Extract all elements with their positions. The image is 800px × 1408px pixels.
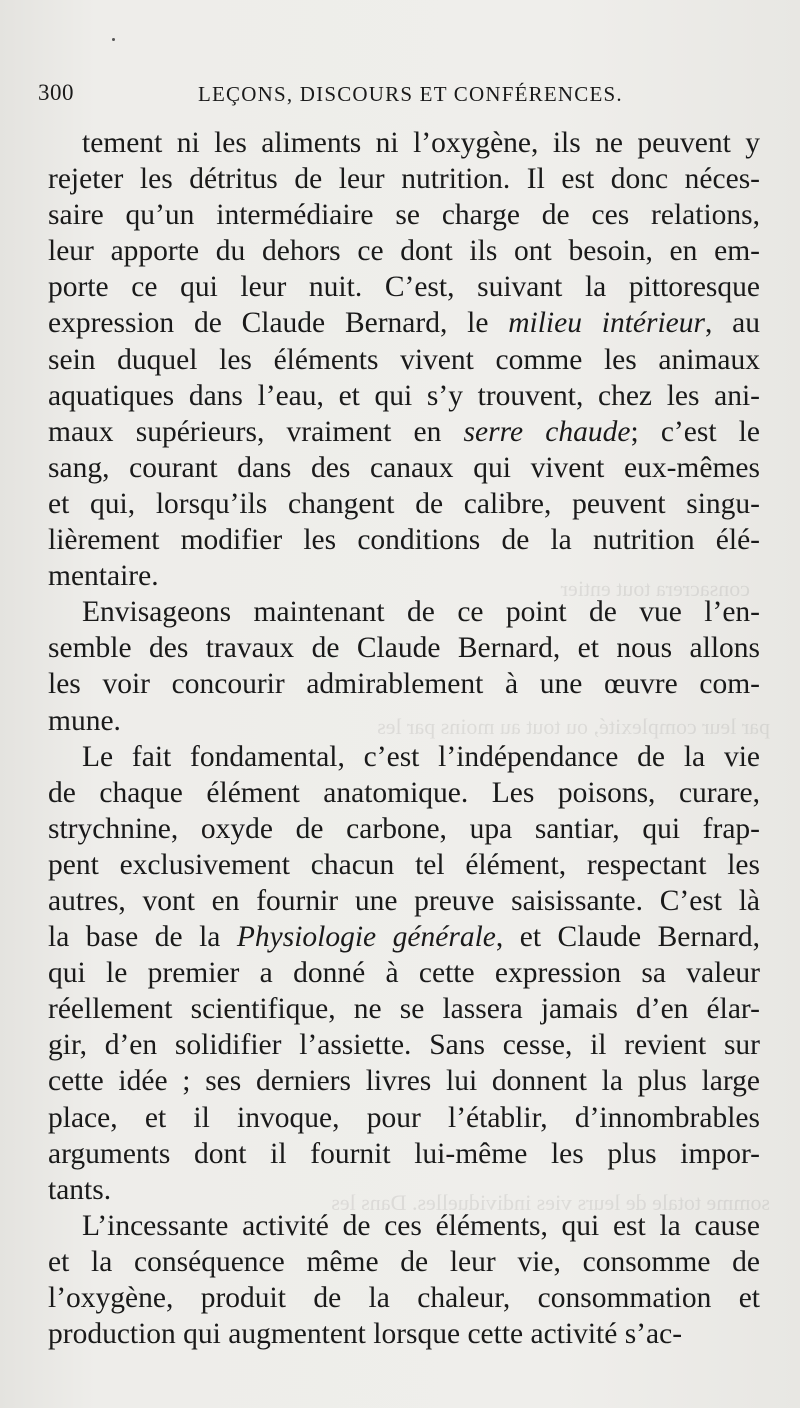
text-run: arguments dont il fournit lui-même les plus impor- — [48, 1137, 760, 1170]
text-run: maux supérieurs, vraiment en — [48, 415, 464, 448]
text-run: , et Claude Bernard, — [495, 921, 761, 954]
text-line — [48, 666, 760, 702]
text-line — [48, 883, 760, 919]
text-line — [48, 1172, 760, 1208]
text-line — [48, 811, 760, 847]
text-run: tants. — [48, 1173, 112, 1206]
text-line — [48, 739, 760, 775]
text-line — [48, 1063, 760, 1099]
text-run: la base de la — [48, 921, 237, 954]
text-line — [48, 125, 760, 161]
paragraph — [48, 739, 760, 1208]
text-line — [48, 486, 760, 522]
paragraph — [48, 125, 760, 594]
text-run: production qui augmentent lorsque cette activité s’ac- — [48, 1318, 683, 1351]
text-line — [48, 305, 760, 341]
page-header — [38, 80, 758, 112]
text-run: mune. — [48, 704, 121, 737]
text-line — [48, 775, 760, 811]
text-line — [48, 919, 760, 955]
text-line — [48, 558, 760, 594]
text-line — [48, 1316, 760, 1352]
text-line — [48, 522, 760, 558]
text-line — [48, 450, 760, 486]
text-line — [48, 955, 760, 991]
text-line — [48, 630, 760, 666]
text-line — [48, 1280, 760, 1316]
text-run: porte ce qui leur nuit. C’est, suivant la pittoresque — [48, 271, 760, 304]
text-line — [48, 1027, 760, 1063]
text-run: lièrement modifier les conditions de la nutrition élé- — [48, 524, 760, 557]
text-run: , au — [704, 307, 760, 340]
show-through-text: somme totale de leurs vies individuelles. Dans les — [331, 1190, 770, 1215]
text-run: sein duquel les éléments vivent comme les animaux — [48, 343, 760, 376]
body-text — [48, 125, 760, 1352]
text-line — [48, 414, 760, 450]
text-run: mentaire. — [48, 560, 159, 593]
text-run: Le fait fondamental, c’est l’indépendance de la vie — [82, 740, 760, 773]
italic-text: Physiologie générale — [236, 921, 496, 954]
text-line — [48, 269, 760, 305]
paragraph — [48, 1208, 760, 1352]
text-run: qui le premier a donné à cette expression sa valeur — [48, 957, 760, 990]
text-run: l’oxygène, produit de la chaleur, consommation et — [48, 1282, 760, 1314]
text-run: aquatiques dans l’eau, et qui s’y trouvent, chez les ani- — [48, 379, 760, 412]
text-run: autres, vont en fournir une preuve saisissante. C’est là — [48, 884, 760, 917]
text-run: et qui, lorsqu’ils changent de calibre, peuvent singu- — [48, 487, 760, 520]
text-line — [48, 1100, 760, 1136]
text-run: sang, courant dans des canaux qui vivent eux-mêmes — [48, 451, 760, 484]
ink-speck — [112, 38, 115, 41]
text-line — [48, 1244, 760, 1280]
text-run: strychnine, oxyde de carbone, upa santiar, qui frap- — [48, 812, 760, 845]
text-line — [48, 594, 760, 630]
text-run: rejeter les détritus de leur nutrition. Il est donc néces- — [48, 163, 760, 196]
text-run: expression de Claude Bernard, le — [48, 307, 509, 340]
text-run: les voir concourir admirablement à une œuvre com- — [48, 668, 760, 701]
italic-text: milieu intérieur — [508, 307, 705, 340]
text-line — [48, 197, 760, 233]
text-run: gir, d’en solidifier l’assiette. Sans cesse, il revient sur — [48, 1029, 760, 1062]
text-line — [48, 991, 760, 1027]
text-run: saire qu’un intermédiaire se charge de ces relations, — [48, 199, 760, 232]
text-run: leur apporte du dehors ce dont ils ont besoin, en em- — [48, 235, 760, 268]
text-run: tement ni les aliments ni l’oxygène, ils ne peuvent y — [82, 127, 760, 159]
text-line — [48, 847, 760, 883]
text-run: de chaque élément anatomique. Les poisons, curare, — [48, 776, 760, 809]
text-line — [48, 233, 760, 269]
text-run: réellement scientifique, ne se lassera jamais d’en élar- — [48, 993, 760, 1026]
running-title: LEÇONS, DISCOURS ET CONFÉRENCES. — [198, 82, 623, 106]
text-line — [48, 703, 760, 739]
text-line — [48, 342, 760, 378]
text-line — [48, 1208, 760, 1244]
text-run: place, et il invoque, pour l’établir, d’innombrables — [48, 1101, 760, 1134]
page-number: 300 — [38, 80, 74, 105]
text-line — [48, 1136, 760, 1172]
text-run: Envisageons maintenant de ce point de vue l’en- — [82, 596, 760, 629]
show-through-text: consacrera tout entier — [560, 576, 750, 601]
text-run: cette idée ; ses derniers livres lui donnent la plus large — [48, 1065, 760, 1098]
text-line — [48, 378, 760, 414]
text-run: semble des travaux de Claude Bernard, et nous allons — [48, 632, 760, 665]
italic-text: serre chaude — [463, 415, 631, 448]
text-line — [48, 161, 760, 197]
show-through-text: par leur complexité, ou tout au moins par les — [377, 714, 770, 739]
paragraph — [48, 594, 760, 738]
text-run: pent exclusivement chacun tel élément, respectant les — [48, 848, 760, 881]
text-run: ; c’est le — [630, 415, 760, 448]
text-run: L’incessante activité de ces éléments, qui est la cause — [82, 1209, 760, 1242]
text-run: et la conséquence même de leur vie, consomme de — [48, 1245, 760, 1278]
